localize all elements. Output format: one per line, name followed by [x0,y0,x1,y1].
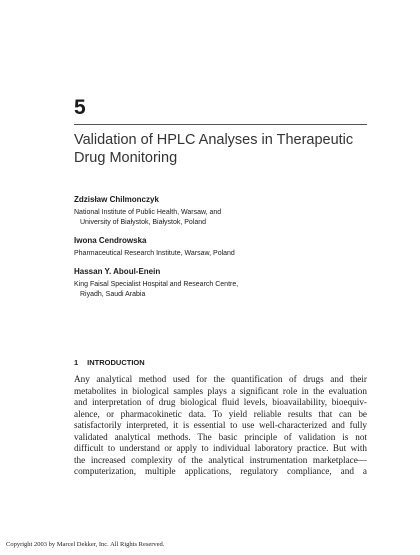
chapter-number: 5 [74,96,86,119]
section-number: 1 [74,358,79,367]
author-list [74,194,374,307]
author-affiliation-line: National Institute of Public Health, Warsaw, and [74,209,222,216]
chapter-title [74,131,374,167]
body-line: validated analytical methods. The basic principle of validation is not [74,431,367,442]
copyright-notice: Copyright 2003 by Marcel Dekker, Inc. All Rights Reserved. [6,541,165,548]
author-affiliation-line: King Faisal Specialist Hospital and Research Centre, [74,281,239,288]
body-line: alence, or pharmacokinetic data. To yield reliable results that can be [74,408,367,419]
author-affiliation-line: Pharmaceutical Research Institute, Warsaw, Poland [74,250,235,257]
body-line: and interpretation of drug biological fluid levels, bioavailability, bioequiv- [74,397,367,407]
author-name: Iwona Cendrowska [74,236,147,245]
body-line: Any analytical method used for the quantification of drugs and their [74,374,367,384]
author-block [74,266,374,300]
body-paragraph [74,374,367,478]
chapter-title-rule [74,124,367,125]
body-line: difficult to understand or apply to individual laboratory practice. But with [74,443,367,453]
author-affiliation-line: University of Białystok, Białystok, Poland [80,219,207,226]
body-line: the increased complexity of the analytical instrumentation marketplace— [74,454,367,465]
section-heading [74,358,145,368]
author-name: Zdzisław Chilmonczyk [74,195,159,204]
body-line: satisfactorily interpreted, it is essential to use well-characterized and fully [74,420,367,430]
chapter-title-line: Validation of HPLC Analyses in Therapeutic [74,132,354,148]
author-name: Hassan Y. Aboul-Enein [74,267,161,276]
section-title: INTRODUCTION [87,358,145,367]
author-block [74,194,374,228]
author-block [74,235,374,259]
chapter-title-line: Drug Monitoring [74,150,178,166]
author-affiliation-line: Riyadh, Saudi Arabia [80,291,146,298]
body-line: metabolites in biological samples plays a significant role in the evaluation [74,385,367,396]
body-line: computerization, multiple applications, regulatory compliance, and a [74,466,367,476]
